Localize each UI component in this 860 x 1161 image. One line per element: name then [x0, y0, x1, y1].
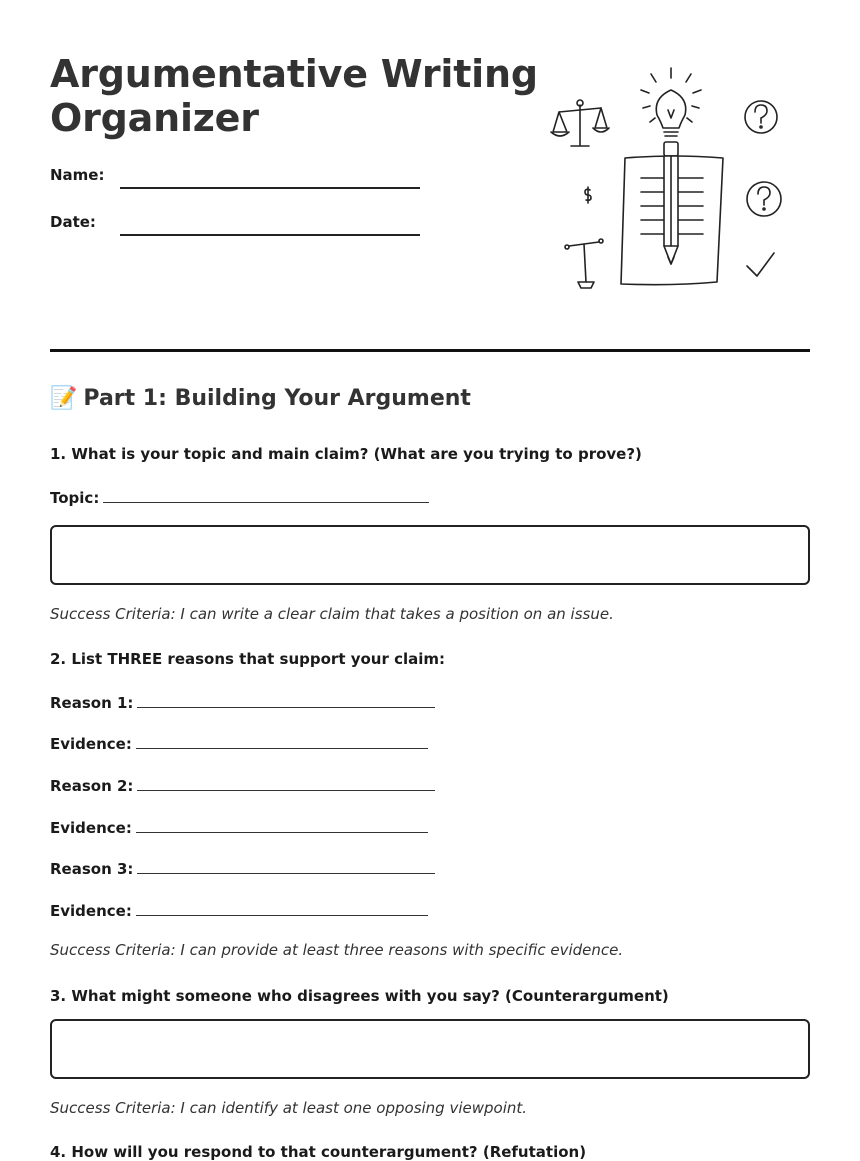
- reason-2-row: [50, 775, 435, 795]
- reason-1-label: Reason 1:: [50, 694, 134, 712]
- topic-label: Topic:: [50, 489, 100, 507]
- dollar-icon: [585, 187, 591, 203]
- success-criteria-1: Success Criteria: I can write a clear claim that takes a position on an issue.: [50, 605, 614, 623]
- reason-3-row: [50, 858, 435, 878]
- evidence-2-row: [50, 817, 428, 837]
- reason-2-input-line[interactable]: [137, 775, 435, 791]
- reason-3-label: Reason 3:: [50, 860, 134, 878]
- reason-1-input-line[interactable]: [137, 692, 435, 708]
- evidence-3-input-line[interactable]: [136, 900, 428, 916]
- memo-pencil-icon: 📝: [50, 386, 78, 411]
- claim-answer-box[interactable]: [50, 525, 810, 585]
- lightbulb-icon: [641, 68, 701, 136]
- part1-title: Part 1: Building Your Argument: [83, 386, 471, 411]
- evidence-3-label: Evidence:: [50, 902, 132, 920]
- evidence-2-input-line[interactable]: [136, 817, 428, 833]
- topic-input-line[interactable]: [103, 487, 429, 503]
- date-label: Date:: [50, 213, 96, 231]
- pencil-icon: [664, 142, 678, 264]
- reason-1-row: [50, 692, 435, 712]
- name-label: Name:: [50, 166, 105, 184]
- question-1: 1. What is your topic and main claim? (What are you trying to prove?): [50, 445, 642, 463]
- reason-3-input-line[interactable]: [137, 858, 435, 874]
- checkmark-icon: [747, 253, 774, 276]
- question-4: 4. How will you respond to that counterargument? (Refutation): [50, 1143, 587, 1161]
- gavel-icon: [565, 239, 603, 288]
- evidence-3-row: [50, 900, 428, 920]
- date-input-line[interactable]: [120, 234, 420, 236]
- title-line-2: Organizer: [50, 96, 259, 140]
- question-3: 3. What might someone who disagrees with you say? (Counterargument): [50, 987, 669, 1005]
- title-line-1: Argumentative Writing: [50, 52, 538, 96]
- question-mark-icon: [745, 101, 781, 216]
- success-criteria-2: Success Criteria: I can provide at least three reasons with specific evidence.: [50, 941, 624, 959]
- scales-icon: [551, 100, 609, 146]
- success-criteria-3: Success Criteria: I can identify at least one opposing viewpoint.: [50, 1099, 528, 1117]
- evidence-1-input-line[interactable]: [136, 733, 428, 749]
- reason-2-label: Reason 2:: [50, 777, 134, 795]
- writing-illustration: [545, 60, 795, 295]
- topic-row: [50, 487, 429, 507]
- section-divider: [50, 349, 810, 352]
- part1-heading: [50, 386, 471, 411]
- evidence-2-label: Evidence:: [50, 819, 132, 837]
- question-2: 2. List THREE reasons that support your claim:: [50, 650, 446, 668]
- counterargument-answer-box[interactable]: [50, 1019, 810, 1079]
- evidence-1-label: Evidence:: [50, 735, 132, 753]
- evidence-1-row: [50, 733, 428, 753]
- name-input-line[interactable]: [120, 187, 420, 189]
- page-title: [50, 52, 538, 140]
